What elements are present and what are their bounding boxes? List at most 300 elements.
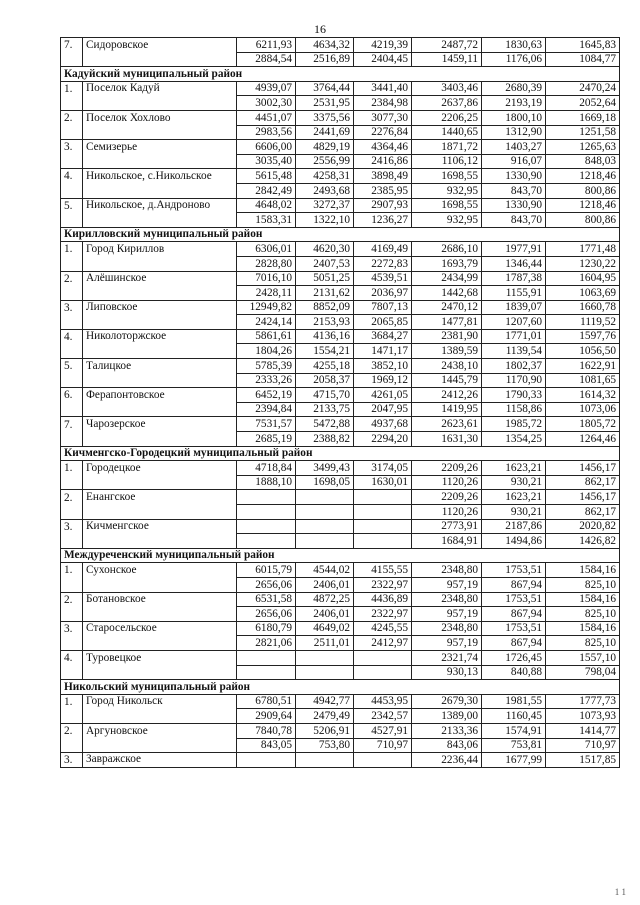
value-cell: 2384,98	[354, 96, 412, 111]
value-cell: 2470,24	[546, 81, 620, 96]
value-cell: 1583,31	[237, 213, 296, 228]
value-cell: 7531,57	[237, 417, 296, 432]
empty-cell	[83, 709, 237, 724]
value-cell: 957,19	[412, 607, 482, 622]
empty-cell	[61, 373, 83, 388]
row-number: 1.	[61, 563, 83, 578]
value-cell: 1354,25	[482, 432, 546, 447]
empty-cell	[83, 738, 237, 753]
value-cell: 930,13	[412, 665, 482, 680]
value-cell: 1698,05	[296, 475, 354, 490]
value-cell: 1063,69	[546, 286, 620, 301]
settlement-name: Ферапонтовское	[83, 388, 237, 403]
value-cell: 2680,39	[482, 81, 546, 96]
value-cell: 1056,50	[546, 344, 620, 359]
value-cell: 4169,49	[354, 242, 412, 257]
value-cell: 1459,11	[412, 52, 482, 67]
table-row	[61, 636, 620, 651]
empty-cell	[83, 577, 237, 592]
value-cell	[354, 490, 412, 505]
value-cell: 916,07	[482, 154, 546, 169]
empty-cell	[61, 125, 83, 140]
row-number: 2.	[61, 592, 83, 607]
empty-cell	[61, 183, 83, 198]
empty-cell	[83, 96, 237, 111]
value-cell: 2404,45	[354, 52, 412, 67]
row-number: 7.	[61, 417, 83, 432]
value-cell: 2416,86	[354, 154, 412, 169]
district-title: Междуреченский муниципальный район	[61, 548, 620, 563]
value-cell: 1804,26	[237, 344, 296, 359]
value-cell	[237, 753, 296, 768]
value-cell: 1312,90	[482, 125, 546, 140]
value-cell: 2193,19	[482, 96, 546, 111]
value-cell: 1445,79	[412, 373, 482, 388]
value-cell: 4219,39	[354, 38, 412, 53]
value-cell: 2441,69	[296, 125, 354, 140]
value-cell: 1477,81	[412, 315, 482, 330]
value-cell: 1218,46	[546, 198, 620, 213]
value-cell: 3174,05	[354, 461, 412, 476]
value-cell: 7016,10	[237, 271, 296, 286]
value-cell: 2656,06	[237, 607, 296, 622]
value-cell: 1622,91	[546, 359, 620, 374]
row-number: 2.	[61, 271, 83, 286]
value-cell: 8852,09	[296, 300, 354, 315]
value-cell: 4364,46	[354, 140, 412, 155]
value-cell	[296, 665, 354, 680]
value-cell: 1176,06	[482, 52, 546, 67]
value-cell: 1753,51	[482, 592, 546, 607]
value-cell: 4451,07	[237, 110, 296, 125]
value-cell	[354, 665, 412, 680]
district-title: Кадуйский муниципальный район	[61, 67, 620, 82]
value-cell: 3035,40	[237, 154, 296, 169]
value-cell: 3272,37	[296, 198, 354, 213]
value-cell: 2773,91	[412, 519, 482, 534]
empty-cell	[83, 286, 237, 301]
value-cell: 1623,21	[482, 490, 546, 505]
value-cell: 1623,21	[482, 461, 546, 476]
empty-cell	[61, 534, 83, 549]
value-cell: 1888,10	[237, 475, 296, 490]
settlement-name: Николоторжское	[83, 329, 237, 344]
value-cell: 1236,27	[354, 213, 412, 228]
empty-cell	[61, 607, 83, 622]
value-cell: 1471,17	[354, 344, 412, 359]
value-cell: 1969,12	[354, 373, 412, 388]
value-cell: 1554,21	[296, 344, 354, 359]
value-cell: 1800,10	[482, 110, 546, 125]
district-title: Кирилловский муниципальный район	[61, 227, 620, 242]
settlement-name: Никольское, д.Андроново	[83, 198, 237, 213]
settlement-name: Никольское, с.Никольское	[83, 169, 237, 184]
value-cell: 1158,86	[482, 402, 546, 417]
table-row	[61, 242, 620, 257]
value-cell: 4155,55	[354, 563, 412, 578]
value-cell: 2388,82	[296, 432, 354, 447]
value-cell: 843,70	[482, 183, 546, 198]
value-cell: 4245,55	[354, 621, 412, 636]
value-cell: 2348,80	[412, 592, 482, 607]
value-cell: 1218,46	[546, 169, 620, 184]
value-cell: 2493,68	[296, 183, 354, 198]
empty-cell	[83, 213, 237, 228]
value-cell: 1584,16	[546, 592, 620, 607]
value-cell	[354, 519, 412, 534]
value-cell: 1684,91	[412, 534, 482, 549]
table-row	[61, 417, 620, 432]
value-cell: 1771,48	[546, 242, 620, 257]
empty-cell	[83, 475, 237, 490]
value-cell	[237, 650, 296, 665]
value-cell: 1787,38	[482, 271, 546, 286]
value-cell: 2412,26	[412, 388, 482, 403]
value-cell: 1557,10	[546, 650, 620, 665]
empty-cell	[61, 577, 83, 592]
value-cell: 3375,56	[296, 110, 354, 125]
empty-cell	[61, 505, 83, 520]
value-cell: 6015,79	[237, 563, 296, 578]
value-cell: 4715,70	[296, 388, 354, 403]
value-cell: 2047,95	[354, 402, 412, 417]
value-cell: 932,95	[412, 213, 482, 228]
value-cell: 2321,74	[412, 650, 482, 665]
value-cell: 957,19	[412, 577, 482, 592]
value-cell: 2434,99	[412, 271, 482, 286]
value-cell: 800,86	[546, 183, 620, 198]
value-cell: 2679,30	[412, 694, 482, 709]
value-cell	[296, 650, 354, 665]
value-cell: 1753,51	[482, 621, 546, 636]
value-cell: 4453,95	[354, 694, 412, 709]
value-cell: 2623,61	[412, 417, 482, 432]
value-cell: 2407,53	[296, 256, 354, 271]
value-cell: 2020,82	[546, 519, 620, 534]
value-cell: 2065,85	[354, 315, 412, 330]
table-row	[61, 694, 620, 709]
value-cell: 3077,30	[354, 110, 412, 125]
empty-cell	[61, 402, 83, 417]
value-cell: 2187,86	[482, 519, 546, 534]
empty-cell	[61, 636, 83, 651]
value-cell: 957,19	[412, 636, 482, 651]
empty-cell	[83, 183, 237, 198]
value-cell: 1669,18	[546, 110, 620, 125]
row-number: 3.	[61, 140, 83, 155]
value-cell: 1584,16	[546, 621, 620, 636]
value-cell: 1777,73	[546, 694, 620, 709]
value-cell: 2294,20	[354, 432, 412, 447]
value-cell: 867,94	[482, 636, 546, 651]
value-cell: 1120,26	[412, 505, 482, 520]
value-cell: 1631,30	[412, 432, 482, 447]
value-cell: 3898,49	[354, 169, 412, 184]
table-row	[61, 621, 620, 636]
table-row	[61, 110, 620, 125]
value-cell: 4942,77	[296, 694, 354, 709]
table-row	[61, 665, 620, 680]
table-row	[61, 329, 620, 344]
settlement-name: Липовское	[83, 300, 237, 315]
table-row	[61, 300, 620, 315]
table-row	[61, 534, 620, 549]
value-cell: 1170,90	[482, 373, 546, 388]
value-cell: 2909,64	[237, 709, 296, 724]
value-cell: 1698,55	[412, 198, 482, 213]
district-header-row	[61, 548, 620, 563]
empty-cell	[61, 344, 83, 359]
value-cell: 1106,12	[412, 154, 482, 169]
table-row	[61, 402, 620, 417]
value-cell: 1839,07	[482, 300, 546, 315]
table-row	[61, 373, 620, 388]
value-cell: 2656,06	[237, 577, 296, 592]
value-cell: 2348,80	[412, 563, 482, 578]
value-cell: 2406,01	[296, 607, 354, 622]
value-cell: 1081,65	[546, 373, 620, 388]
value-cell: 4718,84	[237, 461, 296, 476]
settlement-name: Старосельское	[83, 621, 237, 636]
empty-cell	[61, 432, 83, 447]
empty-cell	[83, 125, 237, 140]
value-cell: 1584,16	[546, 563, 620, 578]
value-cell: 1456,17	[546, 461, 620, 476]
district-header-row	[61, 227, 620, 242]
value-cell: 1419,95	[412, 402, 482, 417]
value-cell: 2209,26	[412, 490, 482, 505]
value-cell: 753,80	[296, 738, 354, 753]
empty-cell	[83, 344, 237, 359]
value-cell: 2531,95	[296, 96, 354, 111]
table-row	[61, 650, 620, 665]
settlement-name: Семизерье	[83, 140, 237, 155]
corner-mark: 1 1	[614, 887, 626, 897]
row-number: 2.	[61, 490, 83, 505]
value-cell: 1985,72	[482, 417, 546, 432]
empty-cell	[61, 52, 83, 67]
value-cell: 1414,77	[546, 723, 620, 738]
value-cell: 1426,82	[546, 534, 620, 549]
value-cell: 867,94	[482, 577, 546, 592]
table-row	[61, 607, 620, 622]
empty-cell	[61, 738, 83, 753]
settlement-name: Город Кириллов	[83, 242, 237, 257]
value-cell	[296, 505, 354, 520]
value-cell: 4261,05	[354, 388, 412, 403]
value-cell: 2276,84	[354, 125, 412, 140]
value-cell: 2685,19	[237, 432, 296, 447]
value-cell: 5861,61	[237, 329, 296, 344]
value-cell: 1693,79	[412, 256, 482, 271]
value-cell: 862,17	[546, 475, 620, 490]
value-cell: 1330,90	[482, 169, 546, 184]
value-cell: 2487,72	[412, 38, 482, 53]
value-cell	[354, 534, 412, 549]
table-row	[61, 723, 620, 738]
value-cell: 3002,30	[237, 96, 296, 111]
value-cell	[296, 519, 354, 534]
district-header-row	[61, 680, 620, 695]
value-cell: 2470,12	[412, 300, 482, 315]
value-cell: 7807,13	[354, 300, 412, 315]
value-cell: 4872,25	[296, 592, 354, 607]
value-cell	[237, 505, 296, 520]
value-cell: 1981,55	[482, 694, 546, 709]
value-cell: 2322,97	[354, 577, 412, 592]
value-cell: 2131,62	[296, 286, 354, 301]
value-cell: 1802,37	[482, 359, 546, 374]
value-cell: 1677,99	[482, 753, 546, 768]
value-cell: 1517,85	[546, 753, 620, 768]
row-number: 3.	[61, 621, 83, 636]
value-cell: 6780,51	[237, 694, 296, 709]
value-cell: 930,21	[482, 505, 546, 520]
value-cell: 1871,72	[412, 140, 482, 155]
value-cell: 2842,49	[237, 183, 296, 198]
value-cell: 1790,33	[482, 388, 546, 403]
value-cell: 1698,55	[412, 169, 482, 184]
settlement-name: Сидоровское	[83, 38, 237, 53]
value-cell: 2153,93	[296, 315, 354, 330]
value-cell: 2236,44	[412, 753, 482, 768]
table-row	[61, 81, 620, 96]
value-cell: 1389,59	[412, 344, 482, 359]
value-cell: 753,81	[482, 738, 546, 753]
settlement-name: Талицкое	[83, 359, 237, 374]
empty-cell	[61, 96, 83, 111]
row-number: 2.	[61, 110, 83, 125]
table-row	[61, 475, 620, 490]
row-number: 2.	[61, 723, 83, 738]
table-row	[61, 461, 620, 476]
value-cell: 2406,01	[296, 577, 354, 592]
value-cell: 2907,93	[354, 198, 412, 213]
table-row	[61, 432, 620, 447]
value-cell: 3403,46	[412, 81, 482, 96]
value-cell: 1073,93	[546, 709, 620, 724]
table-row	[61, 359, 620, 374]
value-cell	[354, 650, 412, 665]
table-row	[61, 388, 620, 403]
settlement-name: Поселок Кадуй	[83, 81, 237, 96]
value-cell: 4527,91	[354, 723, 412, 738]
empty-cell	[61, 256, 83, 271]
value-cell: 1440,65	[412, 125, 482, 140]
settlement-name: Город Никольск	[83, 694, 237, 709]
value-cell: 4937,68	[354, 417, 412, 432]
value-cell: 930,21	[482, 475, 546, 490]
value-cell: 2428,11	[237, 286, 296, 301]
value-cell: 825,10	[546, 636, 620, 651]
value-cell: 4136,16	[296, 329, 354, 344]
table-row	[61, 709, 620, 724]
value-cell: 1120,26	[412, 475, 482, 490]
table-row	[61, 490, 620, 505]
row-number: 5.	[61, 359, 83, 374]
value-cell	[237, 490, 296, 505]
value-cell: 1660,78	[546, 300, 620, 315]
table-row	[61, 140, 620, 155]
value-cell: 1389,00	[412, 709, 482, 724]
value-cell: 4436,89	[354, 592, 412, 607]
value-cell: 1645,83	[546, 38, 620, 53]
value-cell: 843,05	[237, 738, 296, 753]
row-number: 1.	[61, 694, 83, 709]
value-cell: 1330,90	[482, 198, 546, 213]
value-cell: 1597,76	[546, 329, 620, 344]
table-body	[61, 38, 620, 768]
value-cell	[296, 753, 354, 768]
table-row	[61, 563, 620, 578]
value-cell: 2342,57	[354, 709, 412, 724]
value-cell: 1073,06	[546, 402, 620, 417]
empty-cell	[83, 665, 237, 680]
value-cell	[296, 534, 354, 549]
table-row	[61, 198, 620, 213]
value-cell: 4649,02	[296, 621, 354, 636]
value-cell: 2821,06	[237, 636, 296, 651]
value-cell: 4634,32	[296, 38, 354, 53]
value-cell: 2381,90	[412, 329, 482, 344]
value-cell: 1614,32	[546, 388, 620, 403]
value-cell: 867,94	[482, 607, 546, 622]
value-cell: 6452,19	[237, 388, 296, 403]
table-row	[61, 592, 620, 607]
tariff-table	[60, 37, 620, 768]
settlement-name: Чарозерское	[83, 417, 237, 432]
value-cell: 825,10	[546, 577, 620, 592]
value-cell: 1251,58	[546, 125, 620, 140]
value-cell	[354, 505, 412, 520]
empty-cell	[83, 402, 237, 417]
empty-cell	[83, 373, 237, 388]
value-cell: 1726,45	[482, 650, 546, 665]
value-cell: 2322,97	[354, 607, 412, 622]
table-row	[61, 38, 620, 53]
value-cell: 932,95	[412, 183, 482, 198]
table-row	[61, 256, 620, 271]
settlement-name: Завражское	[83, 753, 237, 768]
district-header-row	[61, 446, 620, 461]
settlement-name: Енангское	[83, 490, 237, 505]
value-cell: 2412,97	[354, 636, 412, 651]
value-cell: 6531,58	[237, 592, 296, 607]
value-cell: 2133,36	[412, 723, 482, 738]
settlement-name: Кичменгское	[83, 519, 237, 534]
value-cell: 5472,88	[296, 417, 354, 432]
value-cell: 1265,63	[546, 140, 620, 155]
value-cell: 6606,00	[237, 140, 296, 155]
table-row	[61, 505, 620, 520]
value-cell: 5206,91	[296, 723, 354, 738]
value-cell: 2206,25	[412, 110, 482, 125]
value-cell: 2438,10	[412, 359, 482, 374]
empty-cell	[83, 607, 237, 622]
empty-cell	[83, 534, 237, 549]
value-cell: 1207,60	[482, 315, 546, 330]
value-cell: 2983,56	[237, 125, 296, 140]
value-cell: 1160,45	[482, 709, 546, 724]
value-cell: 7840,78	[237, 723, 296, 738]
value-cell: 3684,27	[354, 329, 412, 344]
empty-cell	[61, 213, 83, 228]
value-cell: 2516,89	[296, 52, 354, 67]
value-cell: 1346,44	[482, 256, 546, 271]
value-cell: 2828,80	[237, 256, 296, 271]
value-cell: 12949,82	[237, 300, 296, 315]
value-cell: 1322,10	[296, 213, 354, 228]
